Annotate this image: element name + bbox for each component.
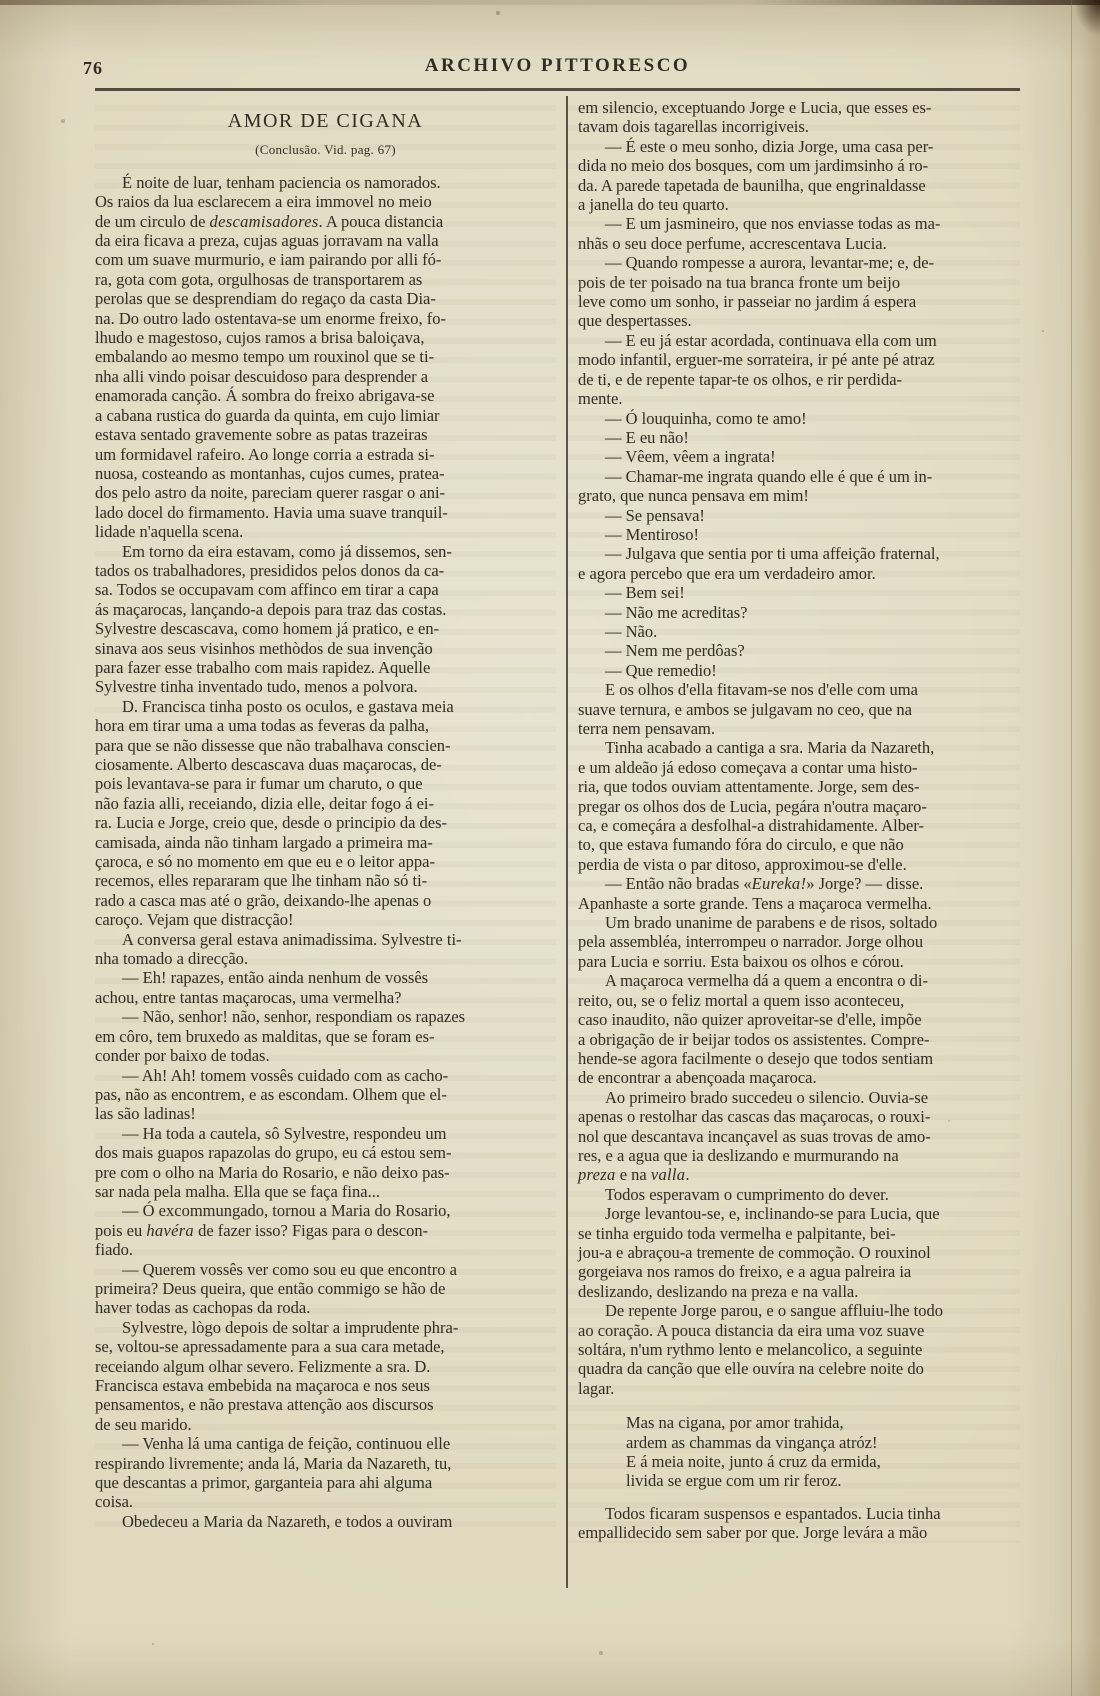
paragraph: — Mentiroso! xyxy=(605,524,699,544)
paragraph: — Ó excommungado, tornou a Maria do Rosario, pois eu havéra de fazer isso? Figas para o descon- fiado. xyxy=(95,1201,451,1260)
paragraph: Todos ficaram suspensos e espantados. Lucia tinha empallidecido sem saber por que. Jorge levára a mão xyxy=(578,1503,941,1543)
article-body xyxy=(95,96,1020,1588)
paragraph: Jorge levantou-se, e, inclinando-se para Lucia, que se tinha erguido toda vermelha e palpitante, bei- jou-a e abraçou-a tremente de commoção. O rouxinol gorgeiava nos ramos do freixo, e a agua palreira ia deslizando, deslizando na preza e na valla. xyxy=(578,1204,940,1301)
paragraph: De repente Jorge parou, e o sangue affluiu-lhe todo ao coração. A pouca distancia da eira uma voz suave soltára, n'um rythmo lento e melancolico, a seguinte quadra da canção que elle ouvíra na celebre noite do lagar. xyxy=(578,1301,943,1398)
paragraph: Ao primeiro brado succedeu o silencio. Ouvia-se apenas o restolhar das cascas das maçarocas, o rouxi- nol que descantava incançavel as suas trovas de amo- res, e a agua que ia deslizando e murmurando na preza e na valla. xyxy=(578,1087,931,1185)
paragraph: Sylvestre, lògo depois de soltar a imprudente phra- se, voltou-se apressadamente para a sua cara metade, receiando algum olhar severo. Felizmente a sra. D. Francisca estava embebida na maçaroca e nos seus pensamentos, e não prestava attenção aos discursos de seu marido. xyxy=(95,1317,459,1434)
paragraph: — Querem vossês ver como sou eu que encontro a primeira? Deus queira, que então commigo se hão de haver todas as cachopas da roda. xyxy=(95,1259,457,1318)
paragraph: Todos esperavam o cumprimento do dever. xyxy=(605,1184,889,1204)
paragraph: — Venha lá uma cantiga de feição, continuou elle respirando livremente; anda lá, Maria da Nazareth, tu, que descantas a primor, garganteia para ahi alguma coisa. xyxy=(95,1434,452,1512)
paragraph: — E eu já estar acordada, continuava ella com um modo infantil, erguer-me sorrateira, ir pé ante pé atraz de ti, e de repente tapar-te os olhos, e rir perdida- mente. xyxy=(578,330,937,409)
paragraph: — Não, senhor! não, senhor, respondiam os rapazes em côro, tem bruxedo as malditas, que se foram es- conder por baixo de todas. xyxy=(95,1007,465,1066)
paragraph: — É este o meu sonho, dizia Jorge, uma casa per- dida no meio dos bosques, com um jardimsinho á ro- da. A parede tapetada de baunilha, que engrinaldasse a janella do teu quarto. xyxy=(578,136,934,215)
paragraph: — Que remedio! xyxy=(605,660,717,680)
page-corner-mark xyxy=(1072,0,1100,50)
verse-stanza: Mas na cigana, por amor trahida, ardem as chammas da vingança atróz! E á meia noite, junto á cruz da ermida, livida se ergue com um rir feroz. xyxy=(626,1413,881,1491)
paragraph: — Eh! rapazes, então ainda nenhum de vossês achou, entre tantas maçarocas, uma vermelha? xyxy=(95,968,429,1007)
paragraph: — Não me acreditas? xyxy=(605,602,748,622)
page-top-edge-shadow xyxy=(0,0,1100,5)
paragraph: — Nem me perdôas? xyxy=(605,641,745,661)
article-title: AMOR DE CIGANA xyxy=(227,110,424,132)
page-right-edge-shadow xyxy=(1071,0,1100,1696)
paragraph: D. Francisca tinha posto os oculos, e gastava meia hora em tirar uma a uma todas as feveras da palha, para que se não dissesse que não trabalhava conscien- ciosamente. Alberto descascava duas maçarocas, de- pois levantava-se para ir fumar um charuto, o que não fazia alli, receiando, dizia elle, deitar fogo á ei- ra. Lucia e Jorge, creio que, desde o principio da des- camisada, ainda não tinham largado a primeira ma- çaroca, e só no momento em que eu e o leitor appa- recemos, elles repararam que lhe tinham não só ti- rado a casca mas até o grão, deixando-lhe apenas o caroço. Vejam que distracção! xyxy=(95,696,454,930)
right-column xyxy=(568,96,1020,1543)
paragraph: — Se pensava! xyxy=(605,505,705,525)
journal-title: ARCHIVO PITTORESCO xyxy=(424,55,691,76)
paragraph: — E eu não! xyxy=(605,427,689,447)
paragraph: É noite de luar, tenham paciencia os namorados. Os raios da lua esclarecem a eira immovel no meio de um circulo de descamisadores. A pouca distancia da eira ficava a preza, cujas aguas jorravam na valla com um suave murmurio, e iam pairando por alli fó- ra, gota com gota, orgulhosas de transportarem as perolas que se desprendiam do regaço da casta Dia- na. Do outro lado ostentava-se um enorme freixo, fo- lhudo e magestoso, cujos ramos a brisa baloiçava, embalando ao mesmo tempo um rouxinol que se ti- nha alli vindo poisar descuidoso para desprender a enamorada canção. Á sombra do freixo abrigava-se a cabana rustica do guarda da quinta, em cujo limiar estava sentado gravemente sobre as patas trazeiras um formidavel rafeiro. Ao longe corria a estrada si- nuosa, costeando as montanhas, cujos cumes, pratea- dos pelo astro da noite, pareciam querer rasgar o ani- lado docel do firmamento. Havia uma suave tranquil- lidade n'aquella scena. xyxy=(95,172,448,542)
header-rule xyxy=(95,88,1020,91)
paragraph: — Quando rompesse a aurora, levantar-me; e, de- pois de ter poisado na tua branca fronte um beijo leve como um sonho, ir passeiar no jardim á espera que despertasses. xyxy=(578,253,935,331)
page-number: 76 xyxy=(83,58,103,78)
paragraph: — Ha toda a cautela, sô Sylvestre, respondeu um dos mais guapos rapazolas do grupo, eu cá estou sem- pre com o olho na Maria do Rosario, e não deixo pas- sar nada pela malha. Ella que se faça fina... xyxy=(95,1123,452,1201)
paragraph: — Ó louquinha, como te amo! xyxy=(605,408,807,428)
paragraph: Um brado unanime de parabens e de risos, soltado pela assembléa, interrompeu o narrador. Jorge olhou para Lucia e sorriu. Esta baixou os olhos e córou. xyxy=(578,913,938,971)
paragraph: em silencio, exceptuando Jorge e Lucia, que esses es- tavam dois tagarellas incorrigiveis. xyxy=(578,98,932,137)
paragraph: E os olhos d'ella fitavam-se nos d'elle com uma suave ternura, e ambos se julgavam no ceo, que na terra nem pensavam. xyxy=(578,680,918,738)
paragraph: A conversa geral estava animadissima. Sylvestre ti- nha tomado a direcção. xyxy=(95,929,462,969)
paragraph: — Chamar-me ingrata quando elle é que é um in- grato, que nunca pensava em mim! xyxy=(578,466,933,506)
paragraph: — Não. xyxy=(605,621,658,641)
paragraph: — Então não bradas «Eureka!» Jorge? — disse. Apanhaste a sorte grande. Tens a maçaroca vermelha. xyxy=(578,874,932,913)
paragraph: — E um jasmineiro, que nos enviasse todas as ma- nhãs o seu doce perfume, accrescentava Lucia. xyxy=(578,214,941,253)
column-divider xyxy=(566,96,568,1588)
article-subtitle: (Conclusão. Vid. pag. 67) xyxy=(255,142,396,158)
left-column-paragraphs xyxy=(95,173,556,1531)
paragraph: — Vêem, vêem a ingrata! xyxy=(605,447,776,467)
paragraph: Tinha acabado a cantiga a sra. Maria da Nazareth, e um aldeão já edoso começava a contar uma histo- ria, que todos ouviam attentamente. Jorge, sem des- pregar os olhos dos de Lucia, pegára n'outra maçaro- ca, e começára a desfolhal-a distrahidamente. Alber- to, que estava fumando fóra do circulo, e que não perdia de vista o par ditoso, approximou-se d'elle. xyxy=(578,738,935,874)
paragraph: — Julgava que sentia por ti uma affeição fraternal, e agora percebo que era um verdadeiro amor. xyxy=(578,544,940,583)
paragraph: — Bem sei! xyxy=(605,583,685,603)
left-column xyxy=(95,96,556,1531)
paragraph: — Ah! Ah! tomem vossês cuidado com as cacho- pas, não as encontrem, e as escondam. Olhem que el- las são ladinas! xyxy=(95,1065,449,1124)
paragraph: Em torno da eira estavam, como já dissemos, sen- tados os trabalhadores, presididos pelos donos da ca- sa. Todos se occupavam com affinco em tirar a capa ás maçarocas, lançando-a depois para traz das costas. Sylvestre descascava, como homem já pratico, e en- sinava aos seus visinhos methòdos de sua invenção para fazer esse trabalho com mais rapidez. Aquelle Sylvestre tinha inventado tudo, menos a polvora. xyxy=(95,541,452,697)
paragraph: Obedeceu a Maria da Nazareth, e todos a ouviram xyxy=(122,1511,453,1531)
right-column-paragraphs xyxy=(578,98,1020,1543)
paragraph: A maçaroca vermelha dá a quem a encontra o di- reito, ou, se o feliz mortal a quem isso aconteceu, caso inaudito, não quizer aproveitar-se d'elle, impõe a obrigação de ir beijar todos os assistentes. Compre- hende-se agora facilmente o desejo que todos sentiam de encontrar a abençoada maçaroca. xyxy=(578,971,934,1088)
paper-specks xyxy=(0,0,2,2)
